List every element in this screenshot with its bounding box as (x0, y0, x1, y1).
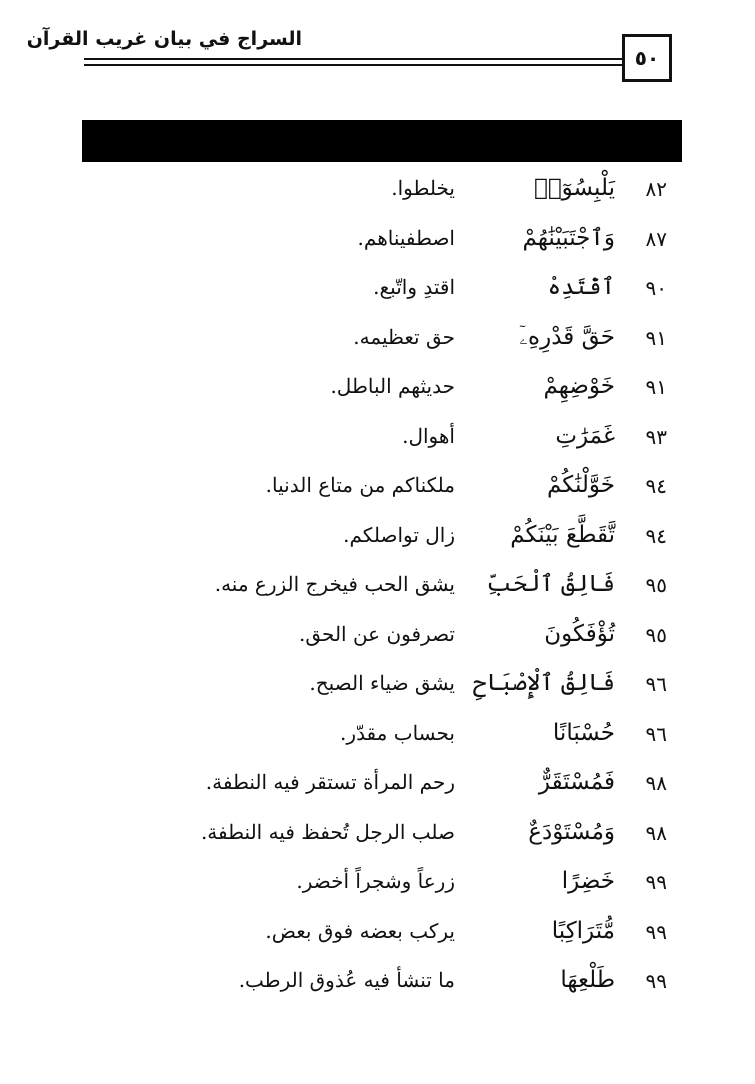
word-meaning: ملكناكم من متاع الدنيا. (265, 473, 455, 497)
verse-number: ٩٥ (645, 622, 667, 647)
glossary-row (0, 362, 755, 412)
word-meaning: أهوال. (402, 423, 455, 448)
word-meaning: زرعاً وشجراً أخضر. (296, 869, 455, 893)
glossary-row (0, 263, 755, 313)
quran-word: طَلْعِهَا (560, 967, 615, 993)
word-meaning: يركب بعضه فوق بعض. (265, 918, 455, 943)
quran-word: فَمُسْتَقَرٌّ (538, 769, 615, 795)
glossary-row (0, 758, 755, 808)
quran-word: غَمَرَٰتِ (555, 422, 615, 449)
word-meaning: اقتدِ واتّبع. (373, 275, 455, 299)
glossary-row (0, 709, 755, 759)
word-meaning: يشق ضياء الصبح. (309, 671, 455, 695)
glossary-row (0, 560, 755, 610)
glossary-row (0, 610, 755, 660)
glossary-row (0, 956, 755, 1006)
quran-word: خَوْضِهِمْ (543, 373, 615, 399)
page-number-box (622, 34, 672, 82)
verse-number: ٩٣ (645, 424, 667, 449)
verse-number: ٩٠ (645, 276, 667, 300)
quran-word: وَٱجْتَبَيْنَٰهُمْ (522, 224, 615, 251)
verse-number: ٩٦ (645, 672, 667, 696)
verse-number: ٩١ (645, 375, 667, 399)
verse-number: ٩٥ (645, 573, 667, 597)
verse-number: ٩٦ (645, 721, 667, 746)
quran-word: يَلْبِسُوٓا۟ (534, 175, 615, 201)
verse-number: ٩٩ (645, 870, 667, 894)
glossary-row (0, 808, 755, 858)
word-meaning: صلب الرجل تُحفظ فيه النطفة. (200, 819, 455, 844)
glossary-list (0, 164, 755, 1006)
glossary-row (0, 164, 755, 214)
glossary-row (0, 857, 755, 907)
quran-word: وَمُسْتَوْدَعٌ (528, 818, 615, 845)
quran-word: حَقَّ قَدْرِهِۦٓ (519, 323, 615, 350)
glossary-row (0, 214, 755, 264)
quran-word: مُّتَرَاكِبًا (551, 917, 615, 944)
quran-word: خَضِرًا (561, 868, 615, 894)
quran-word: تُؤْفَكُونَ (544, 620, 615, 647)
glossary-row (0, 412, 755, 462)
quran-word: تَّقَطَّعَ بَيْنَكُمْ (510, 521, 615, 548)
word-meaning: زال تواصلكم. (343, 522, 455, 547)
word-meaning: يشق الحب فيخرج الزرع منه. (214, 572, 455, 596)
quran-word: فَالِقُ ٱلْإِصْبَاحِ (472, 670, 615, 696)
verse-number: ٨٧ (645, 226, 667, 251)
verse-number: ٩٤ (645, 474, 667, 498)
glossary-row (0, 511, 755, 561)
header-rule-bottom (84, 64, 622, 66)
quran-word: فَالِقُ ٱلْحَبِّ (486, 571, 615, 597)
word-meaning: بحساب مقدّر. (340, 720, 455, 745)
header-rule-top (84, 58, 622, 60)
glossary-row (0, 659, 755, 709)
running-header-title: السراج في بيان غريب القرآن (26, 28, 302, 50)
quran-word: ٱقْتَدِهْ (547, 274, 615, 300)
verse-number: ٩٤ (645, 523, 667, 548)
verse-number: ٩٩ (645, 919, 667, 944)
word-meaning: ما تنشأ فيه عُذوق الرطب. (238, 968, 455, 992)
section-bar (82, 120, 682, 162)
page-number: ٥٠ (634, 46, 660, 70)
verse-number: ٩٨ (645, 771, 667, 795)
verse-number: ٩٨ (645, 820, 667, 845)
glossary-row (0, 461, 755, 511)
quran-word: حُسْبَانًا (552, 719, 615, 746)
word-meaning: حديثهم الباطل. (330, 374, 455, 398)
word-meaning: يخلطوا. (391, 176, 455, 200)
verse-number: ٩١ (645, 325, 667, 350)
word-meaning: حق تعظيمه. (353, 324, 455, 349)
verse-number: ٩٩ (645, 969, 667, 993)
word-meaning: تصرفون عن الحق. (299, 621, 455, 646)
quran-word: خَوَّلْنَٰكُمْ (546, 472, 615, 498)
glossary-row (0, 907, 755, 957)
word-meaning: اصطفيناهم. (357, 225, 455, 250)
glossary-row (0, 313, 755, 363)
word-meaning: رحم المرأة تستقر فيه النطفة. (205, 770, 455, 794)
verse-number: ٨٢ (645, 177, 667, 201)
